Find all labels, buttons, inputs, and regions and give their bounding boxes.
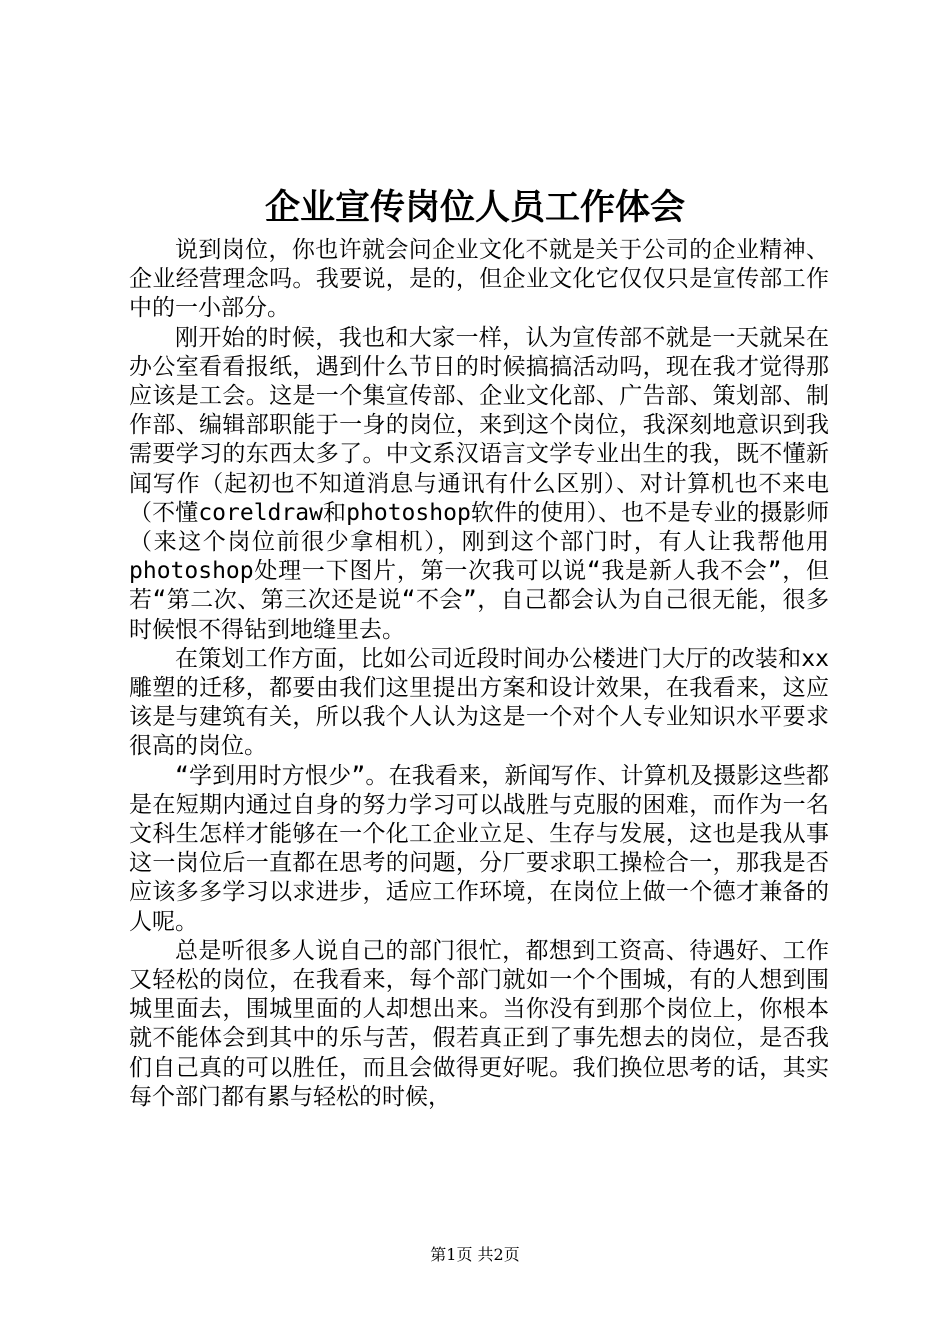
body-paragraph: 总是听很多人说自己的部门很忙，都想到工资高、待遇好、工作又轻松的岗位，在我看来，每个部门就如一个个围城，有的人想到围城里面去，围城里面的人却想出来。当你没有到那个岗位上，你根本就不能体会到其中的乐与苦，假若真正到了事先想去的岗位，是否我们自己真的可以胜任，而且会做得更好呢。我们换位思考的话，其实每个部门都有累与轻松的时候， <box>129 937 829 1110</box>
body-paragraph: 说到岗位，你也许就会问企业文化不就是关于公司的企业精神、企业经营理念吗。我要说，是的，但企业文化它仅仅只是宣传部工作中的一小部分。 <box>129 237 829 322</box>
body-paragraph: 在策划工作方面，比如公司近段时间办公楼进门大厅的改装和xx雕塑的迁移，都要由我们这里提出方案和设计效果，在我看来，这应该是与建筑有关，所以我个人认为这是一个对个人专业知识水平要求很高的岗位。 <box>129 645 829 760</box>
page-number-footer: 第1页 共2页 <box>430 1245 520 1264</box>
document-title: 企业宣传岗位人员工作体会 <box>264 187 685 228</box>
document-body <box>129 236 829 1112</box>
body-paragraph: “学到用时方恨少”。在我看来，新闻写作、计算机及摄影这些都是在短期内通过自身的努力学习可以战胜与克服的困难，而作为一名文科生怎样才能够在一个化工企业立足、生存与发展，这也是我从事这一岗位后一直都在思考的问题，分厂要求职工操检合一，那我是否应该多多学习以求进步，适应工作环境，在岗位上做一个德才兼备的人呢。 <box>129 762 829 935</box>
body-paragraph: 刚开始的时候，我也和大家一样，认为宣传部不就是一天就呆在办公室看看报纸，遇到什么节日的时候搞搞活动吗，现在我才觉得那应该是工会。这是一个集宣传部、企业文化部、广告部、策划部、制作部、编辑部职能于一身的岗位，来到这个岗位，我深刻地意识到我需要学习的东西太多了。中文系汉语言文学专业出生的我，既不懂新闻写作（起初也不知道消息与通讯有什么区别）、对计算机也不来电（不懂coreldraw和photoshop软件的使用）、也不是专业的摄影师（来这个岗位前很少拿相机），刚到这个部门时，有人让我帮他用photoshop处理一下图片，第一次我可以说“我是新人我不会”，但若“第二次、第三次还是说“不会”，自己都会认为自己很无能，很多时候恨不得钻到地缝里去。 <box>129 324 829 643</box>
